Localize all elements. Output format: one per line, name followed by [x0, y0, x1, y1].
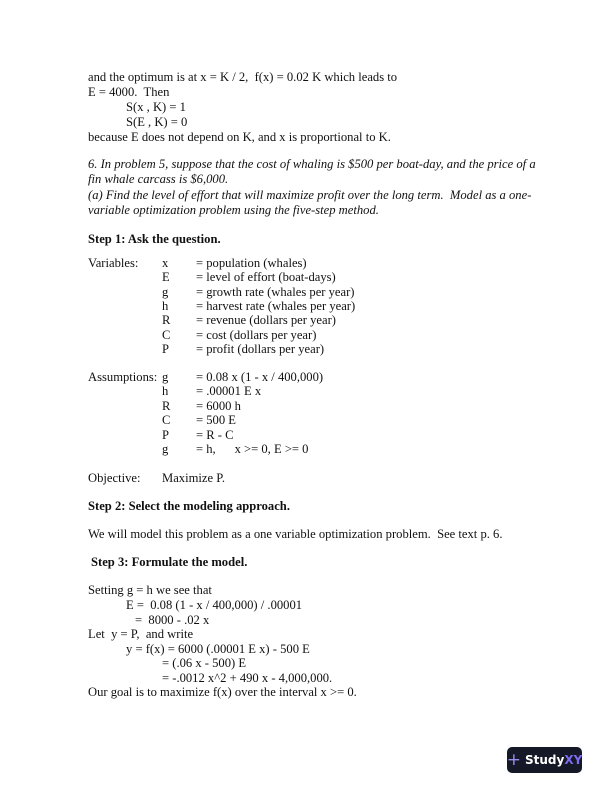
step3-line: Our goal is to maximize f(x) over the interval x >= 0. — [88, 685, 357, 699]
definition: = 0.08 x (1 - x / 400,000) — [196, 370, 324, 384]
symbol: x — [162, 256, 169, 270]
definition: = 6000 h — [196, 398, 241, 413]
definition: = R - C — [196, 427, 234, 442]
variables-label: Variables: — [88, 256, 139, 270]
symbol: g — [162, 370, 169, 384]
intro-equation: S(x , K) = 1 — [126, 100, 186, 114]
assumptions-label: Assumptions: — [88, 370, 158, 384]
step3-heading: Step 3: Formulate the model. — [91, 555, 248, 569]
intro-line: and the optimum is at x = K / 2, f(x) = 0.02 K which leads to — [88, 70, 398, 84]
step3-equation: y = f(x) = 6000 (.00001 E x) - 500 E — [126, 642, 310, 656]
symbol: C — [162, 327, 171, 342]
symbol: P — [162, 341, 170, 356]
definition: = profit (dollars per year) — [196, 341, 325, 356]
definition: = population (whales) — [196, 256, 307, 270]
definition: = level of effort (boat-days) — [196, 270, 336, 285]
symbol: P — [162, 427, 170, 442]
plus-icon: + — [506, 749, 521, 770]
step3-line: Let y = P, and write — [88, 627, 194, 641]
definition: = cost (dollars per year) — [196, 327, 317, 342]
symbol: h — [162, 298, 169, 313]
symbol: g — [162, 442, 169, 456]
symbol: E — [162, 270, 170, 285]
step2-heading: Step 2: Select the modeling approach. — [88, 499, 290, 513]
intro-equation: S(E , K) = 0 — [126, 115, 188, 129]
logo-text-xy: XY — [564, 753, 583, 767]
step1-heading: Step 1: Ask the question. — [88, 232, 221, 246]
problem-line: 6. In problem 5, suppose that the cost of whaling is $500 per boat-day, and the price of a — [88, 157, 536, 171]
step2-text: We will model this problem as a one variable optimization problem. See text p. 6. — [88, 527, 503, 541]
step3-equation: = -.0012 x^2 + 490 x - 4,000,000. — [162, 671, 333, 685]
logo-text-study: Study — [524, 753, 565, 767]
definition: = harvest rate (whales per year) — [196, 298, 356, 313]
step3-equation: = (.06 x - 500) E — [162, 656, 247, 670]
problem-line: fin whale carcass is $6,000. — [88, 172, 229, 186]
objective-label: Objective: — [88, 471, 141, 485]
step3-line: Setting g = h we see that — [88, 583, 212, 597]
intro-line: E = 4000. Then — [88, 85, 170, 99]
definition: = growth rate (whales per year) — [196, 284, 355, 299]
definition: = .00001 E x — [196, 384, 262, 399]
symbol: R — [162, 398, 171, 413]
definition: = revenue (dollars per year) — [196, 313, 336, 328]
symbol: R — [162, 313, 171, 328]
intro-line: because E does not depend on K, and x is proportional to K. — [88, 130, 391, 144]
step3-equation: = 8000 - .02 x — [135, 613, 210, 627]
definition: = 500 E — [196, 413, 236, 428]
symbol: g — [162, 284, 169, 299]
studyxy-logo — [507, 747, 582, 773]
objective-text: Maximize P. — [162, 471, 225, 485]
problem-line: (a) Find the level of effort that will maximize profit over the long term. Model as a one- — [88, 188, 532, 202]
symbol: C — [162, 413, 171, 428]
step3-equation: E = 0.08 (1 - x / 400,000) / .00001 — [126, 598, 303, 612]
definition: = h, x >= 0, E >= 0 — [196, 442, 309, 456]
problem-line: variable optimization problem using the five-step method. — [88, 203, 379, 217]
symbol: h — [162, 384, 169, 399]
